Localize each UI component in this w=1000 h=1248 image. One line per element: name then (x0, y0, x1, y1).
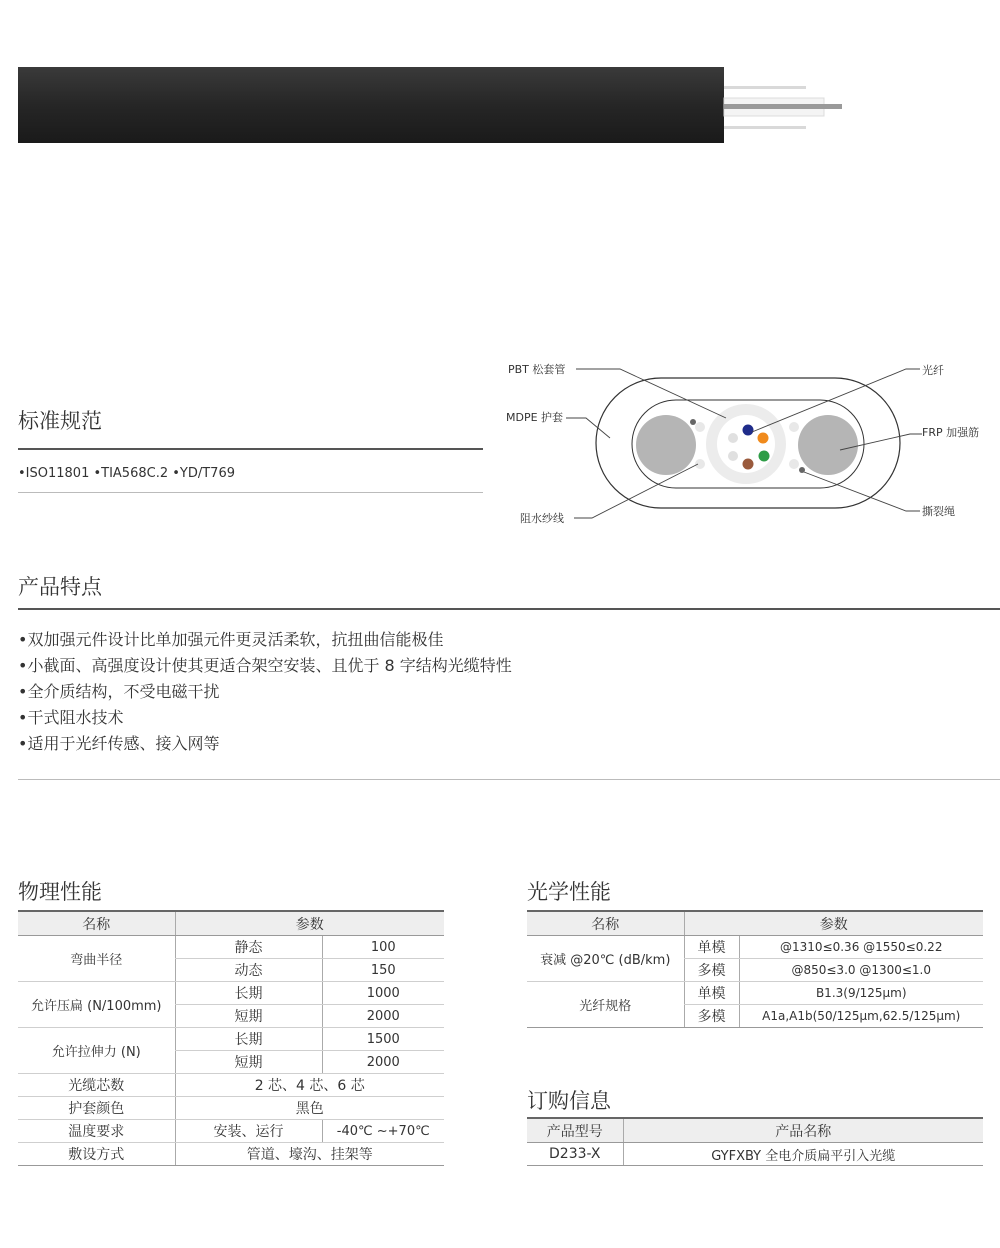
row-tensile: 允许拉伸力 (N) (18, 1028, 175, 1074)
row-crush: 允许压扁 (N/100mm) (18, 982, 175, 1028)
cell: 黑色 (175, 1097, 444, 1120)
label-fiber: 光纤 (922, 364, 944, 377)
feature-item: •适用于光纤传感、接入网等 (18, 734, 220, 753)
features-rule (18, 608, 1000, 610)
cell: -40℃ ~+70℃ (322, 1120, 444, 1143)
cell: 静态 (175, 936, 322, 959)
cell: 2000 (322, 1051, 444, 1074)
optical-title: 光学性能 (527, 880, 611, 904)
order-product-name: GYFXBY 全电介质扁平引入光缆 (623, 1143, 983, 1166)
feature-item: •双加强元件设计比单加强元件更灵活柔软，抗扭曲信能极佳 (18, 630, 444, 649)
cell: 管道、壕沟、挂架等 (175, 1143, 444, 1166)
cell: 短期 (175, 1005, 322, 1028)
physical-title: 物理性能 (18, 880, 102, 904)
order-model: D233-X (527, 1143, 623, 1166)
cell: A1a,A1b(50/125μm,62.5/125μm) (739, 1005, 983, 1028)
cell: 长期 (175, 1028, 322, 1051)
cell: 1000 (322, 982, 444, 1005)
feature-item: •干式阻水技术 (18, 708, 124, 727)
standards-title: 标准规范 (18, 409, 102, 433)
cell: 短期 (175, 1051, 322, 1074)
features-divider (18, 779, 1000, 780)
feature-item: •全介质结构，不受电磁干扰 (18, 682, 220, 701)
cell: B1.3(9/125μm) (739, 982, 983, 1005)
cable-image (0, 0, 1000, 180)
row-atten: 衰减 @20℃ (dB/km) (527, 936, 684, 982)
row-color: 护套颜色 (18, 1097, 175, 1120)
physical-table (18, 910, 444, 1166)
features-title: 产品特点 (18, 575, 102, 599)
rip-cord-left (690, 419, 696, 425)
frp-right (798, 415, 858, 475)
fiber-green (759, 451, 770, 462)
cell: @1310≤0.36 @1550≤0.22 (739, 936, 983, 959)
cell: 长期 (175, 982, 322, 1005)
cross-section-diagram (500, 350, 1000, 540)
fiber-brown (743, 459, 754, 470)
cell: 单模 (684, 936, 739, 959)
label-water: 阻水纱线 (520, 512, 564, 525)
standards-divider (18, 492, 483, 493)
fiber-orange (758, 433, 769, 444)
col-model: 产品型号 (527, 1118, 623, 1143)
col-product-name: 产品名称 (623, 1118, 983, 1143)
label-frp: FRP 加强筋 (922, 426, 980, 439)
label-rip: 撕裂绳 (922, 505, 955, 518)
row-spec: 光纤规格 (527, 982, 684, 1028)
col-name: 名称 (18, 911, 175, 936)
col-name: 名称 (527, 911, 684, 936)
cell: 2000 (322, 1005, 444, 1028)
cell: 动态 (175, 959, 322, 982)
optical-table (527, 910, 983, 1028)
fiber-blue (743, 425, 754, 436)
cell: @850≤3.0 @1300≤1.0 (739, 959, 983, 982)
cell: 单模 (684, 982, 739, 1005)
row-temp: 温度要求 (18, 1120, 175, 1143)
cell: 安装、运行 (175, 1120, 322, 1143)
col-param: 参数 (684, 911, 983, 936)
features-list (18, 627, 512, 757)
row-cores: 光缆芯数 (18, 1074, 175, 1097)
label-pbt: PBT 松套管 (508, 363, 566, 376)
feature-item: •小截面、高强度设计使其更适合架空安装、且优于 8 字结构光缆特性 (18, 656, 512, 675)
label-mdpe: MDPE 护套 (506, 411, 564, 424)
frp-left (636, 415, 696, 475)
standards-rule (18, 448, 483, 450)
cell: 150 (322, 959, 444, 982)
row-bend: 弯曲半径 (18, 936, 175, 982)
order-title: 订购信息 (527, 1089, 611, 1113)
cell: 多模 (684, 1005, 739, 1028)
standards-list: •ISO11801 •TIA568C.2 •YD/T769 (18, 466, 235, 481)
col-param: 参数 (175, 911, 444, 936)
row-laying: 敷设方式 (18, 1143, 175, 1166)
cell: 多模 (684, 959, 739, 982)
order-table (527, 1117, 983, 1166)
cell: 1500 (322, 1028, 444, 1051)
cell: 2 芯、4 芯、6 芯 (175, 1074, 444, 1097)
cell: 100 (322, 936, 444, 959)
